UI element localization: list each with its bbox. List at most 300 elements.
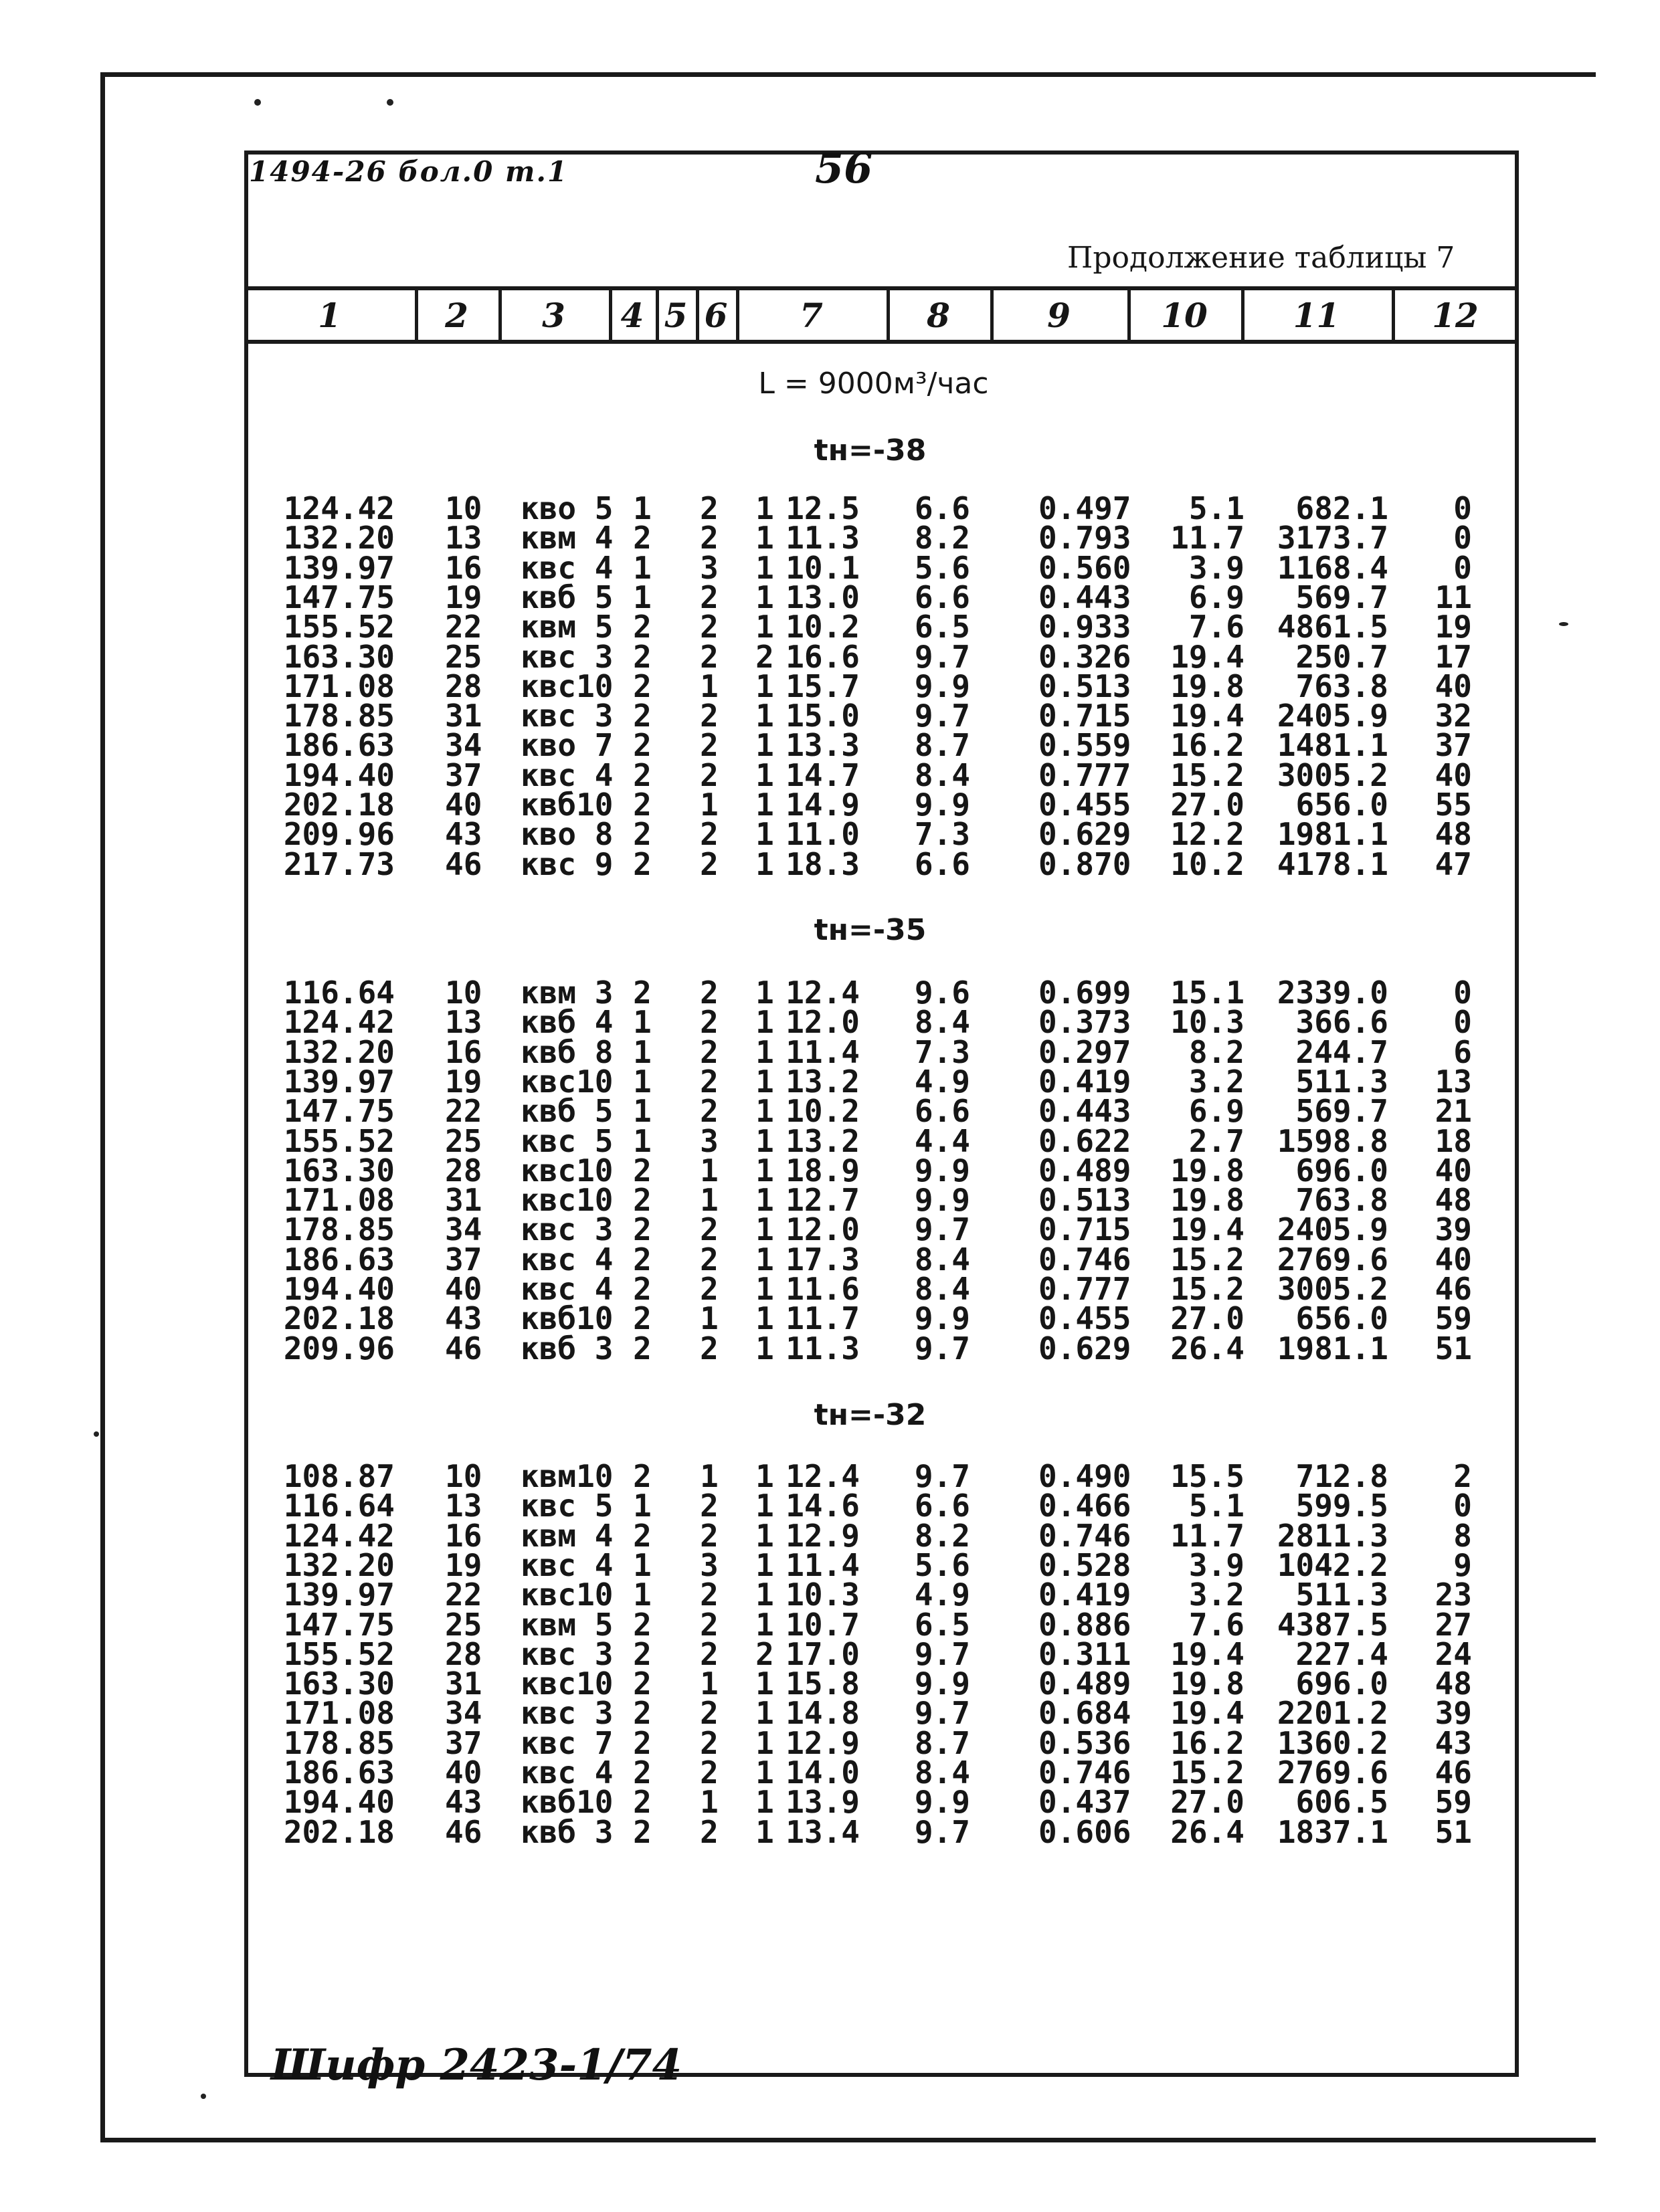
table-cell-col-1: 194.40: [283, 1271, 395, 1307]
table-cell-col-2: 28: [445, 1635, 482, 1672]
table-cell-col-3: квб 8: [521, 1033, 614, 1070]
table-cell-col-6: 1: [755, 1271, 774, 1307]
table-cell-col-11: 599.5: [1295, 1488, 1388, 1524]
table-cell-col-9: 0.489: [1038, 1152, 1131, 1189]
table-cell-col-10: 15.2: [1170, 1754, 1244, 1791]
table-cell-col-10: 7.6: [1188, 609, 1244, 645]
table-cell-col-1: 209.96: [283, 816, 395, 853]
table-cell-col-3: квс 5: [521, 1488, 614, 1524]
table-cell-col-5: 1: [700, 1666, 719, 1702]
table-cell-col-6: 1: [755, 1784, 774, 1821]
table-row: [0, 638, 1660, 675]
table-cell-col-6: 1: [755, 1063, 774, 1100]
table-row: [0, 1152, 1660, 1189]
column-header: 8: [927, 295, 950, 335]
table-cell-col-4: 2: [633, 1666, 652, 1702]
table-cell-col-9: 0.746: [1038, 1517, 1131, 1554]
scan-frame-bottom: [100, 2138, 1596, 2142]
table-cell-col-3: квс 3: [521, 1211, 614, 1248]
table-cell-col-11: 1168.4: [1277, 549, 1388, 586]
table-cell-col-5: 2: [700, 816, 719, 853]
table-cell-col-6: 1: [755, 1182, 774, 1219]
table-cell-col-12: 46: [1435, 1271, 1472, 1307]
table-cell-col-4: 2: [633, 1517, 652, 1554]
table-cell-col-10: 3.9: [1188, 1546, 1244, 1583]
table-cell-col-4: 1: [633, 1546, 652, 1583]
table-cell-col-10: 15.1: [1170, 975, 1244, 1011]
table-cell-col-11: 2405.9: [1277, 698, 1388, 734]
table-cell-col-1: 186.63: [283, 1241, 395, 1278]
table-cell-col-6: 1: [755, 1152, 774, 1189]
table-cell-col-10: 26.4: [1170, 1330, 1244, 1367]
table-cell-col-1: 132.20: [283, 1546, 395, 1583]
table-cell-col-12: 2: [1453, 1458, 1472, 1494]
table-cell-col-2: 40: [445, 1271, 482, 1307]
table-cell-col-5: 2: [700, 1754, 719, 1791]
table-cell-col-10: 11.7: [1170, 1517, 1244, 1554]
table-cell-col-1: 202.18: [283, 1300, 395, 1337]
table-cell-col-7: 17.0: [786, 1635, 860, 1672]
table-cell-col-7: 13.2: [786, 1063, 860, 1100]
column-header: 6: [704, 295, 728, 335]
table-cell-col-5: 2: [700, 579, 719, 615]
table-cell-col-5: 2: [700, 609, 719, 645]
table-cell-col-1: 139.97: [283, 549, 395, 586]
table-cell-col-4: 2: [633, 1754, 652, 1791]
table-cell-col-8: 9.7: [914, 1330, 970, 1367]
table-cell-col-9: 0.777: [1038, 1271, 1131, 1307]
table-cell-col-8: 8.4: [914, 757, 970, 793]
table-cell-col-9: 0.490: [1038, 1458, 1131, 1494]
table-cell-col-5: 2: [700, 1517, 719, 1554]
table-row: [0, 1724, 1660, 1761]
table-cell-col-4: 2: [633, 1695, 652, 1732]
table-cell-col-5: 1: [700, 1300, 719, 1337]
table-cell-col-10: 15.2: [1170, 1241, 1244, 1278]
column-header: 3: [542, 295, 565, 335]
table-cell-col-5: 3: [700, 1122, 719, 1159]
table-cell-col-6: 1: [755, 609, 774, 645]
table-row: [0, 845, 1660, 882]
column-header: 10: [1161, 295, 1208, 335]
table-cell-col-9: 0.489: [1038, 1666, 1131, 1702]
table-cell-col-2: 16: [445, 1033, 482, 1070]
table-cell-col-12: 0: [1453, 975, 1472, 1011]
table-cell-col-9: 0.455: [1038, 787, 1131, 823]
table-cell-col-10: 26.4: [1170, 1813, 1244, 1850]
table-cell-col-3: квс 3: [521, 638, 614, 675]
table-cell-col-8: 9.7: [914, 1635, 970, 1672]
table-row: [0, 579, 1660, 615]
table-cell-col-2: 34: [445, 727, 482, 764]
column-header: 5: [664, 295, 688, 335]
table-cell-col-7: 12.9: [786, 1724, 860, 1761]
table-cell-col-4: 1: [633, 1093, 652, 1130]
table-cell-col-10: 6.9: [1188, 1093, 1244, 1130]
table-cell-col-10: 12.2: [1170, 816, 1244, 853]
table-cell-col-10: 19.4: [1170, 1635, 1244, 1672]
table-cell-col-2: 25: [445, 638, 482, 675]
table-cell-col-10: 5.1: [1188, 1488, 1244, 1524]
table-cell-col-1: 116.64: [283, 1488, 395, 1524]
table-cell-col-12: 48: [1435, 816, 1472, 853]
table-cell-col-2: 13: [445, 1004, 482, 1041]
table-cell-col-2: 34: [445, 1211, 482, 1248]
table-row: [0, 727, 1660, 764]
table-cell-col-3: квс 5: [521, 1122, 614, 1159]
table-cell-col-3: квс 4: [521, 1754, 614, 1791]
table-cell-col-7: 13.9: [786, 1784, 860, 1821]
table-cell-col-4: 2: [633, 1211, 652, 1248]
table-cell-col-8: 6.5: [914, 609, 970, 645]
table-cell-col-8: 8.7: [914, 727, 970, 764]
table-cell-col-1: 163.30: [283, 1666, 395, 1702]
table-cell-col-1: 171.08: [283, 1182, 395, 1219]
table-cell-col-11: 511.3: [1295, 1063, 1388, 1100]
table-cell-col-4: 1: [633, 1122, 652, 1159]
table-cell-col-5: 2: [700, 727, 719, 764]
table-cell-col-10: 27.0: [1170, 1300, 1244, 1337]
table-cell-col-1: 202.18: [283, 787, 395, 823]
table-cell-col-7: 10.3: [786, 1577, 860, 1613]
table-cell-col-1: 178.85: [283, 698, 395, 734]
table-cell-col-12: 40: [1435, 1152, 1472, 1189]
table-cell-col-4: 2: [633, 1635, 652, 1672]
table-cell-col-1: 194.40: [283, 1784, 395, 1821]
table-cell-col-9: 0.419: [1038, 1577, 1131, 1613]
table-cell-col-12: 24: [1435, 1635, 1472, 1672]
table-cell-col-11: 366.6: [1295, 1004, 1388, 1041]
table-cell-col-6: 1: [755, 1488, 774, 1524]
table-cell-col-11: 2769.6: [1277, 1241, 1388, 1278]
table-cell-col-11: 696.0: [1295, 1152, 1388, 1189]
table-cell-col-4: 2: [633, 816, 652, 853]
table-cell-col-5: 2: [700, 520, 719, 557]
table-cell-col-1: 178.85: [283, 1211, 395, 1248]
table-cell-col-11: 696.0: [1295, 1666, 1388, 1702]
column-header: 7: [800, 295, 823, 335]
table-cell-col-8: 9.9: [914, 787, 970, 823]
table-cell-col-11: 606.5: [1295, 1784, 1388, 1821]
table-cell-col-12: 0: [1453, 1488, 1472, 1524]
table-cell-col-5: 2: [700, 490, 719, 526]
table-cell-col-7: 10.2: [786, 609, 860, 645]
table-cell-col-10: 15.2: [1170, 757, 1244, 793]
table-row: [0, 1635, 1660, 1672]
scan-speck: [94, 1431, 99, 1437]
table-cell-col-10: 3.2: [1188, 1577, 1244, 1613]
table-cell-col-11: 656.0: [1295, 1300, 1388, 1337]
table-cell-col-4: 2: [633, 609, 652, 645]
table-cell-col-2: 13: [445, 1488, 482, 1524]
table-cell-col-9: 0.419: [1038, 1063, 1131, 1100]
table-cell-col-12: 0: [1453, 490, 1472, 526]
scan-speck: [1559, 622, 1568, 626]
table-cell-col-8: 8.7: [914, 1724, 970, 1761]
table-cell-col-11: 569.7: [1295, 1093, 1388, 1130]
table-cell-col-2: 19: [445, 1546, 482, 1583]
table-cell-col-5: 2: [700, 1063, 719, 1100]
table-cell-col-2: 28: [445, 1152, 482, 1189]
table-cell-col-1: 124.42: [283, 490, 395, 526]
table-cell-col-7: 14.0: [786, 1754, 860, 1791]
table-cell-col-11: 1981.1: [1277, 1330, 1388, 1367]
table-cell-col-9: 0.699: [1038, 975, 1131, 1011]
table-cell-col-4: 2: [633, 1271, 652, 1307]
table-cell-col-3: кво 8: [521, 816, 614, 853]
table-cell-col-3: квс10: [521, 1577, 614, 1613]
table-cell-col-8: 9.7: [914, 638, 970, 675]
table-cell-col-9: 0.297: [1038, 1033, 1131, 1070]
table-cell-col-10: 3.2: [1188, 1063, 1244, 1100]
table-row: [0, 698, 1660, 734]
table-cell-col-6: 1: [755, 1211, 774, 1248]
table-cell-col-9: 0.886: [1038, 1606, 1131, 1643]
table-cell-col-6: 1: [755, 490, 774, 526]
table-cell-col-12: 40: [1435, 668, 1472, 704]
table-cell-col-5: 2: [700, 1330, 719, 1367]
table-cell-col-12: 6: [1453, 1033, 1472, 1070]
table-cell-col-9: 0.777: [1038, 757, 1131, 793]
document-code: 1494-26 бол.0 т.1: [249, 155, 569, 188]
table-cell-col-5: 2: [700, 1724, 719, 1761]
table-cell-col-5: 2: [700, 1695, 719, 1732]
table-cell-col-12: 55: [1435, 787, 1472, 823]
table-cell-col-8: 6.6: [914, 1093, 970, 1130]
table-cell-col-12: 13: [1435, 1063, 1472, 1100]
table-cell-col-11: 763.8: [1295, 1182, 1388, 1219]
table-cell-col-9: 0.513: [1038, 1182, 1131, 1219]
table-cell-col-7: 13.3: [786, 727, 860, 764]
table-cell-col-7: 12.5: [786, 490, 860, 526]
table-cell-col-5: 2: [700, 1004, 719, 1041]
column-header: 4: [620, 295, 644, 335]
table-cell-col-6: 1: [755, 1330, 774, 1367]
table-cell-col-4: 2: [633, 757, 652, 793]
table-cell-col-8: 8.2: [914, 1517, 970, 1554]
table-cell-col-4: 2: [633, 668, 652, 704]
table-continuation-title: Продолжение таблицы 7: [1067, 241, 1455, 275]
table-cell-col-5: 3: [700, 1546, 719, 1583]
table-cell-col-12: 23: [1435, 1577, 1472, 1613]
table-cell-col-10: 19.4: [1170, 698, 1244, 734]
table-cell-col-2: 43: [445, 1784, 482, 1821]
table-cell-col-3: квс10: [521, 1182, 614, 1219]
table-row: [0, 1666, 1660, 1702]
table-cell-col-3: квс 3: [521, 1695, 614, 1732]
table-row: [0, 1300, 1660, 1337]
table-cell-col-8: 4.4: [914, 1122, 970, 1159]
table-row: [0, 1033, 1660, 1070]
table-cell-col-10: 10.3: [1170, 1004, 1244, 1041]
table-cell-col-11: 244.7: [1295, 1033, 1388, 1070]
table-cell-col-4: 1: [633, 1577, 652, 1613]
table-cell-col-2: 22: [445, 609, 482, 645]
table-row: [0, 490, 1660, 526]
table-cell-col-5: 1: [700, 668, 719, 704]
table-cell-col-11: 656.0: [1295, 787, 1388, 823]
table-cell-col-12: 19: [1435, 609, 1472, 645]
table-cell-col-10: 16.2: [1170, 1724, 1244, 1761]
table-cell-col-6: 1: [755, 668, 774, 704]
table-cell-col-5: 2: [700, 1606, 719, 1643]
table-cell-col-1: 132.20: [283, 1033, 395, 1070]
section-title: tн=-38: [814, 433, 927, 468]
table-cell-col-9: 0.870: [1038, 845, 1131, 882]
table-cell-col-5: 2: [700, 1488, 719, 1524]
table-cell-col-12: 48: [1435, 1182, 1472, 1219]
table-cell-col-4: 2: [633, 1606, 652, 1643]
airflow-formula: L = 9000м³/час: [758, 367, 989, 401]
table-cell-col-3: квс 7: [521, 1724, 614, 1761]
table-cell-col-5: 1: [700, 787, 719, 823]
table-cell-col-6: 1: [755, 1300, 774, 1337]
table-cell-col-11: 569.7: [1295, 579, 1388, 615]
table-cell-col-3: кво 7: [521, 727, 614, 764]
table-cell-col-8: 9.9: [914, 1182, 970, 1219]
table-cell-col-10: 19.4: [1170, 1211, 1244, 1248]
table-cell-col-3: квм 5: [521, 1606, 614, 1643]
table-cell-col-6: 2: [755, 1635, 774, 1672]
table-cell-col-3: квб 4: [521, 1004, 614, 1041]
table-cell-col-6: 1: [755, 1695, 774, 1732]
table-cell-col-3: квм 5: [521, 609, 614, 645]
table-cell-col-12: 32: [1435, 698, 1472, 734]
table-row: [0, 549, 1660, 586]
table-cell-col-6: 1: [755, 1754, 774, 1791]
table-cell-col-3: квб 5: [521, 1093, 614, 1130]
table-cell-col-10: 3.9: [1188, 549, 1244, 586]
table-cell-col-10: 19.4: [1170, 638, 1244, 675]
table-cell-col-9: 0.311: [1038, 1635, 1131, 1672]
table-cell-col-7: 17.3: [786, 1241, 860, 1278]
table-row: [0, 520, 1660, 557]
table-cell-col-6: 1: [755, 1122, 774, 1159]
table-cell-col-12: 9: [1453, 1546, 1472, 1583]
table-cell-col-9: 0.746: [1038, 1754, 1131, 1791]
table-cell-col-8: 9.7: [914, 1813, 970, 1850]
table-cell-col-11: 2201.2: [1277, 1695, 1388, 1732]
table-cell-col-7: 18.3: [786, 845, 860, 882]
table-cell-col-3: квб 3: [521, 1330, 614, 1367]
table-cell-col-6: 1: [755, 845, 774, 882]
table-cell-col-9: 0.497: [1038, 490, 1131, 526]
table-cell-col-2: 31: [445, 698, 482, 734]
table-cell-col-4: 1: [633, 1488, 652, 1524]
column-header: 9: [1047, 295, 1071, 335]
table-cell-col-6: 1: [755, 520, 774, 557]
table-cell-col-6: 1: [755, 727, 774, 764]
table-cell-col-4: 2: [633, 1724, 652, 1761]
table-cell-col-9: 0.443: [1038, 579, 1131, 615]
table-row: [0, 1122, 1660, 1159]
table-cell-col-3: квм 3: [521, 975, 614, 1011]
table-cell-col-8: 9.7: [914, 698, 970, 734]
table-cell-col-9: 0.455: [1038, 1300, 1131, 1337]
table-cell-col-1: 147.75: [283, 1093, 395, 1130]
table-cell-col-7: 10.1: [786, 549, 860, 586]
table-cell-col-12: 21: [1435, 1093, 1472, 1130]
table-cell-col-10: 15.2: [1170, 1271, 1244, 1307]
table-cell-col-9: 0.606: [1038, 1813, 1131, 1850]
table-row: [0, 1784, 1660, 1821]
table-cell-col-1: 108.87: [283, 1458, 395, 1494]
table-cell-col-7: 11.4: [786, 1546, 860, 1583]
table-cell-col-2: 46: [445, 1330, 482, 1367]
table-cell-col-1: 163.30: [283, 1152, 395, 1189]
table-cell-col-5: 1: [700, 1784, 719, 1821]
table-cell-col-2: 19: [445, 1063, 482, 1100]
table-cell-col-7: 15.7: [786, 668, 860, 704]
table-cell-col-3: квс10: [521, 1666, 614, 1702]
table-cell-col-6: 1: [755, 757, 774, 793]
table-cell-col-7: 14.9: [786, 787, 860, 823]
table-cell-col-3: квб 3: [521, 1813, 614, 1850]
table-cell-col-6: 1: [755, 1033, 774, 1070]
table-cell-col-2: 10: [445, 975, 482, 1011]
table-cell-col-2: 37: [445, 1241, 482, 1278]
table-cell-col-5: 1: [700, 1152, 719, 1189]
table-cell-col-2: 25: [445, 1606, 482, 1643]
table-cell-col-3: квб10: [521, 787, 614, 823]
table-cell-col-8: 9.7: [914, 1695, 970, 1732]
table-row: [0, 1182, 1660, 1219]
table-cell-col-12: 0: [1453, 1004, 1472, 1041]
table-cell-col-4: 2: [633, 727, 652, 764]
table-cell-col-12: 43: [1435, 1724, 1472, 1761]
table-cell-col-4: 1: [633, 1033, 652, 1070]
table-cell-col-1: 186.63: [283, 727, 395, 764]
table-cell-col-2: 31: [445, 1182, 482, 1219]
scan-speck: [387, 99, 393, 106]
scan-speck: [254, 99, 261, 106]
table-cell-col-7: 13.2: [786, 1122, 860, 1159]
table-cell-col-2: 25: [445, 1122, 482, 1159]
table-row: [0, 1093, 1660, 1130]
table-cell-col-10: 27.0: [1170, 787, 1244, 823]
table-row: [0, 816, 1660, 853]
table-cell-col-5: 2: [700, 698, 719, 734]
table-cell-col-5: 3: [700, 549, 719, 586]
table-cell-col-4: 2: [633, 1300, 652, 1337]
table-cell-col-2: 37: [445, 1724, 482, 1761]
table-cell-col-6: 1: [755, 1004, 774, 1041]
table-cell-col-1: 132.20: [283, 520, 395, 557]
table-cell-col-8: 5.6: [914, 549, 970, 586]
table-cell-col-5: 2: [700, 1093, 719, 1130]
table-cell-col-11: 2339.0: [1277, 975, 1388, 1011]
table-cell-col-12: 18: [1435, 1122, 1472, 1159]
table-cell-col-2: 10: [445, 1458, 482, 1494]
table-cell-col-4: 2: [633, 1813, 652, 1850]
table-cell-col-12: 40: [1435, 1241, 1472, 1278]
column-header: 2: [445, 295, 468, 335]
table-cell-col-11: 1360.2: [1277, 1724, 1388, 1761]
table-cell-col-5: 2: [700, 757, 719, 793]
table-cell-col-1: 178.85: [283, 1724, 395, 1761]
section-title: tн=-35: [814, 913, 927, 947]
table-cell-col-6: 1: [755, 1241, 774, 1278]
table-cell-col-4: 2: [633, 1330, 652, 1367]
table-cell-col-4: 1: [633, 490, 652, 526]
table-cell-col-6: 1: [755, 1546, 774, 1583]
table-cell-col-12: 8: [1453, 1517, 1472, 1554]
table-cell-col-3: квс 4: [521, 1271, 614, 1307]
table-cell-col-9: 0.746: [1038, 1241, 1131, 1278]
table-cell-col-10: 2.7: [1188, 1122, 1244, 1159]
table-cell-col-9: 0.536: [1038, 1724, 1131, 1761]
table-cell-col-3: кво 5: [521, 490, 614, 526]
